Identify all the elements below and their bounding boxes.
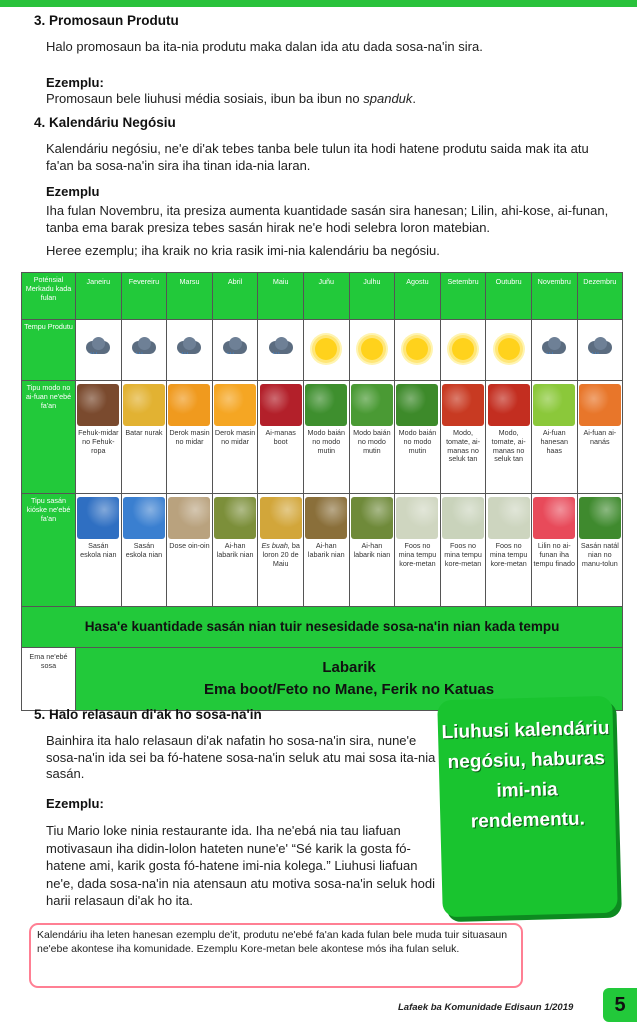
kiosk-cell xyxy=(486,494,532,607)
month-cell: Dezembru xyxy=(577,273,623,320)
product-cell xyxy=(167,381,213,494)
kiosk-item-photo xyxy=(260,497,302,539)
calendar-months-row xyxy=(22,273,623,320)
product-label: Ai-fuan ai-nanás xyxy=(583,428,617,446)
product-photo xyxy=(168,384,210,426)
kiosk-cell xyxy=(76,494,122,607)
kiosk-label: Sasán eskola nian xyxy=(80,541,117,559)
kiosk-label: Ai-han labarik nian xyxy=(216,541,254,559)
market-potential-label: Poténsial Merkadu kada fulan xyxy=(22,273,76,320)
section-4-title: 4. Kalendáriu Negósiu xyxy=(34,115,176,130)
weather-cell xyxy=(258,320,304,381)
kiosk-label: Foos no mina tempu kore-metan xyxy=(489,541,528,568)
product-photo xyxy=(488,384,530,426)
kiosk-cell xyxy=(440,494,486,607)
kiosk-label: ba loron 20 de Maiu xyxy=(262,541,300,568)
kiosk-item-photo xyxy=(442,497,484,539)
section-5-text: Bainhira ita halo relasaun di'ak nafatin ho sosa-na'in sira, nune'e sosa-na'in ida sei ba fó-hatene sosa-na'in seluk atu mai sosa ita-nia sasán. xyxy=(46,733,436,781)
top-accent-bar xyxy=(0,0,637,7)
product-label: Derok masin no midar xyxy=(214,428,256,446)
product-label: Batar nurak xyxy=(125,428,163,437)
kiosk-label: Ai-han labarik nian xyxy=(353,541,391,559)
business-calendar-table xyxy=(21,272,623,711)
calendar-banner-row xyxy=(22,607,623,648)
section-4-intro: Heree ezemplu; iha kraik no kria rasik imi-nia kalendáriu ba negósiu. xyxy=(46,243,440,258)
rain-cloud-icon: ‘‘‘ xyxy=(221,337,249,361)
product-cell xyxy=(303,381,349,494)
kiosk-label: Ai-han labarik nian xyxy=(307,541,345,559)
month-cell: Fevereiru xyxy=(121,273,167,320)
weather-cell xyxy=(212,320,258,381)
kiosk-cell xyxy=(121,494,167,607)
kiosk-item-photo xyxy=(214,497,256,539)
target-line-2: Ema boot/Feto no Mane, Ferik no Katuas xyxy=(204,681,495,698)
calendar-weather-row xyxy=(22,320,623,381)
month-cell: Maiu xyxy=(258,273,304,320)
product-photo xyxy=(351,384,393,426)
kiosk-cell xyxy=(303,494,349,607)
kiosk-label: Sasán natál nian no manu-tolun xyxy=(580,541,619,568)
section-3-example-text: Promosaun bele liuhusi média sosiais, ibun ba ibun no spanduk. xyxy=(46,91,417,106)
section-3-text: Halo promosaun ba ita-nia produtu maka dalan ida atu dada sosa-na'in sira. xyxy=(46,39,483,54)
weather-cell xyxy=(303,320,349,381)
month-cell: Agostu xyxy=(395,273,441,320)
kiosk-label-italic: Es buah, xyxy=(261,541,290,550)
product-cell xyxy=(486,381,532,494)
kiosk-item-photo xyxy=(123,497,165,539)
month-cell: Novembru xyxy=(531,273,577,320)
sun-icon xyxy=(452,338,474,360)
target-line-1: Labarik xyxy=(322,659,376,676)
section-5-example-heading: Ezemplu: xyxy=(46,796,104,811)
section-4-example-heading: Ezemplu xyxy=(46,184,100,199)
rain-cloud-icon: ‘‘‘ xyxy=(130,337,158,361)
kiosk-cell xyxy=(577,494,623,607)
product-photo xyxy=(533,384,575,426)
product-photo xyxy=(396,384,438,426)
month-cell: Outubru xyxy=(486,273,532,320)
product-photo xyxy=(214,384,256,426)
kiosk-item-photo xyxy=(305,497,347,539)
month-cell: Setembru xyxy=(440,273,486,320)
kiosk-cell xyxy=(167,494,213,607)
weather-label: Tempu Produtu xyxy=(22,320,76,381)
product-label: Modo baián no modo mutin xyxy=(307,428,346,455)
callout-text: Liuhusi kalendáriu negósiu, haburas imi-nia rendementu. xyxy=(441,717,610,833)
sun-icon xyxy=(406,338,428,360)
kiosk-cell xyxy=(258,494,304,607)
section-4-text: Kalendáriu negósiu, ne'e di'ak tebes tanba bele tulun ita hodi hatene produtu saida mak ita atu fa'an ba sosa-na'in sira iha tinan ida-nia laran. xyxy=(46,141,589,173)
kiosk-item-photo xyxy=(533,497,575,539)
page-number: 5 xyxy=(603,988,637,1022)
kiosk-item-photo xyxy=(396,497,438,539)
weather-cell xyxy=(395,320,441,381)
product-cell xyxy=(395,381,441,494)
sun-icon xyxy=(361,338,383,360)
product-label: Modo, tomate, ai-manas no seluk tan xyxy=(446,428,481,464)
products-label: Tipu modo no ai-fuan ne'ebé fa'an xyxy=(22,381,76,494)
product-photo xyxy=(123,384,165,426)
rain-cloud-icon: ‘‘‘ xyxy=(84,337,112,361)
kiosk-label: Foos no mina tempu kore-metan xyxy=(398,541,437,568)
product-label: Fehuk-midar no Fehuk-ropa xyxy=(78,428,119,455)
kiosk-cell xyxy=(212,494,258,607)
weather-cell xyxy=(486,320,532,381)
product-photo xyxy=(442,384,484,426)
weather-cell xyxy=(577,320,623,381)
footer-publication: Lafaek ba Komunidade Edisaun 1/2019 xyxy=(398,1002,574,1013)
product-cell xyxy=(577,381,623,494)
weather-cell xyxy=(349,320,395,381)
product-label: Derok masin no midar xyxy=(169,428,210,446)
month-cell: Marsu xyxy=(167,273,213,320)
product-label: Modo baián no modo mutin xyxy=(398,428,437,455)
sun-icon xyxy=(315,338,337,360)
month-cell: Juñu xyxy=(303,273,349,320)
section-3-title: 3. Promosaun Produtu xyxy=(34,13,179,28)
calendar-products-row xyxy=(22,381,623,494)
kiosk-label: Dose oin-oin xyxy=(169,541,210,550)
section-5-example-text: Tiu Mario loke ninia restaurante ida. Iha ne'ebá nia tau liafuan motivasaun iha didin-lolon hateten nune'e' “Sé karik la gosta fó-hatene ami, karik gosta fó-hatene imi-nia kolega.” Liuhusi liafuan ne'e, dada sosa-na'in nia atensaun atu motiva sosa-na'in seluk hodi harii relasaun di'ak ho ita. xyxy=(46,823,436,908)
product-cell xyxy=(258,381,304,494)
rain-cloud-icon: ‘‘‘ xyxy=(267,337,295,361)
section-3-example-heading: Ezemplu: xyxy=(46,75,104,90)
kiosk-item-photo xyxy=(579,497,621,539)
product-cell xyxy=(440,381,486,494)
note-box: Kalendáriu iha leten hanesan ezemplu de'it, produtu ne'ebé fa'an kada fulan bele muda tuir situasaun ne'ebe akontese iha komunidade. Ezemplu Kore-metan bele akontese mós iha fulan seluk. xyxy=(29,923,523,988)
kiosk-label: Lilin no ai-funan iha tempu finado xyxy=(533,541,576,568)
weather-cell xyxy=(76,320,122,381)
weather-cell xyxy=(531,320,577,381)
rain-cloud-icon: ‘‘‘ xyxy=(175,337,203,361)
calendar-kiosk-row xyxy=(22,494,623,607)
product-label: Ai-manas boot xyxy=(265,428,296,446)
kiosk-label: Foos no mina tempu kore-metan xyxy=(444,541,482,568)
product-cell xyxy=(121,381,167,494)
month-cell: Julhu xyxy=(349,273,395,320)
product-label: Ai-fuan hanesan haas xyxy=(540,428,569,455)
product-label: Modo baián no modo mutin xyxy=(353,428,391,455)
kiosk-item-photo xyxy=(351,497,393,539)
kiosk-cell xyxy=(395,494,441,607)
month-cell: Abril xyxy=(212,273,258,320)
product-photo xyxy=(260,384,302,426)
month-cell: Janeiru xyxy=(76,273,122,320)
product-photo xyxy=(305,384,347,426)
product-cell xyxy=(76,381,122,494)
rain-cloud-icon: ‘‘‘ xyxy=(540,337,568,361)
callout-box xyxy=(437,696,618,918)
product-photo xyxy=(77,384,119,426)
weather-cell xyxy=(440,320,486,381)
kiosk-label: Tipu sasán kióske ne'ebé fa'an xyxy=(22,494,76,607)
weather-cell xyxy=(167,320,213,381)
product-cell xyxy=(212,381,258,494)
product-photo xyxy=(579,384,621,426)
target-label: Ema ne'ebé sosa xyxy=(22,648,76,711)
product-cell xyxy=(531,381,577,494)
kiosk-label: Sasán eskola nian xyxy=(125,541,163,559)
kiosk-item-photo xyxy=(488,497,530,539)
kiosk-cell xyxy=(531,494,577,607)
sun-icon xyxy=(498,338,520,360)
rain-cloud-icon: ‘‘‘ xyxy=(586,337,614,361)
kiosk-item-photo xyxy=(77,497,119,539)
weather-cell xyxy=(121,320,167,381)
product-cell xyxy=(349,381,395,494)
kiosk-cell xyxy=(349,494,395,607)
calendar-banner: Hasa'e kuantidade sasán nian tuir nesesidade sosa-na'in nian kada tempu xyxy=(22,607,623,648)
product-label: Modo, tomate, ai-manas no seluk tan xyxy=(491,428,526,464)
section-5-title: 5. Halo relasaun di'ak ho sosa-na'in xyxy=(34,707,262,722)
kiosk-item-photo xyxy=(168,497,210,539)
section-4-example-text: Iha fulan Novembru, ita presiza aumenta kuantidade sasán sira hanesan; Lilin, ahi-kose, ai-funan, tanba ema barak presiza tebes sasán hirak ne'e hodi selebra loron matebian. xyxy=(46,203,609,235)
